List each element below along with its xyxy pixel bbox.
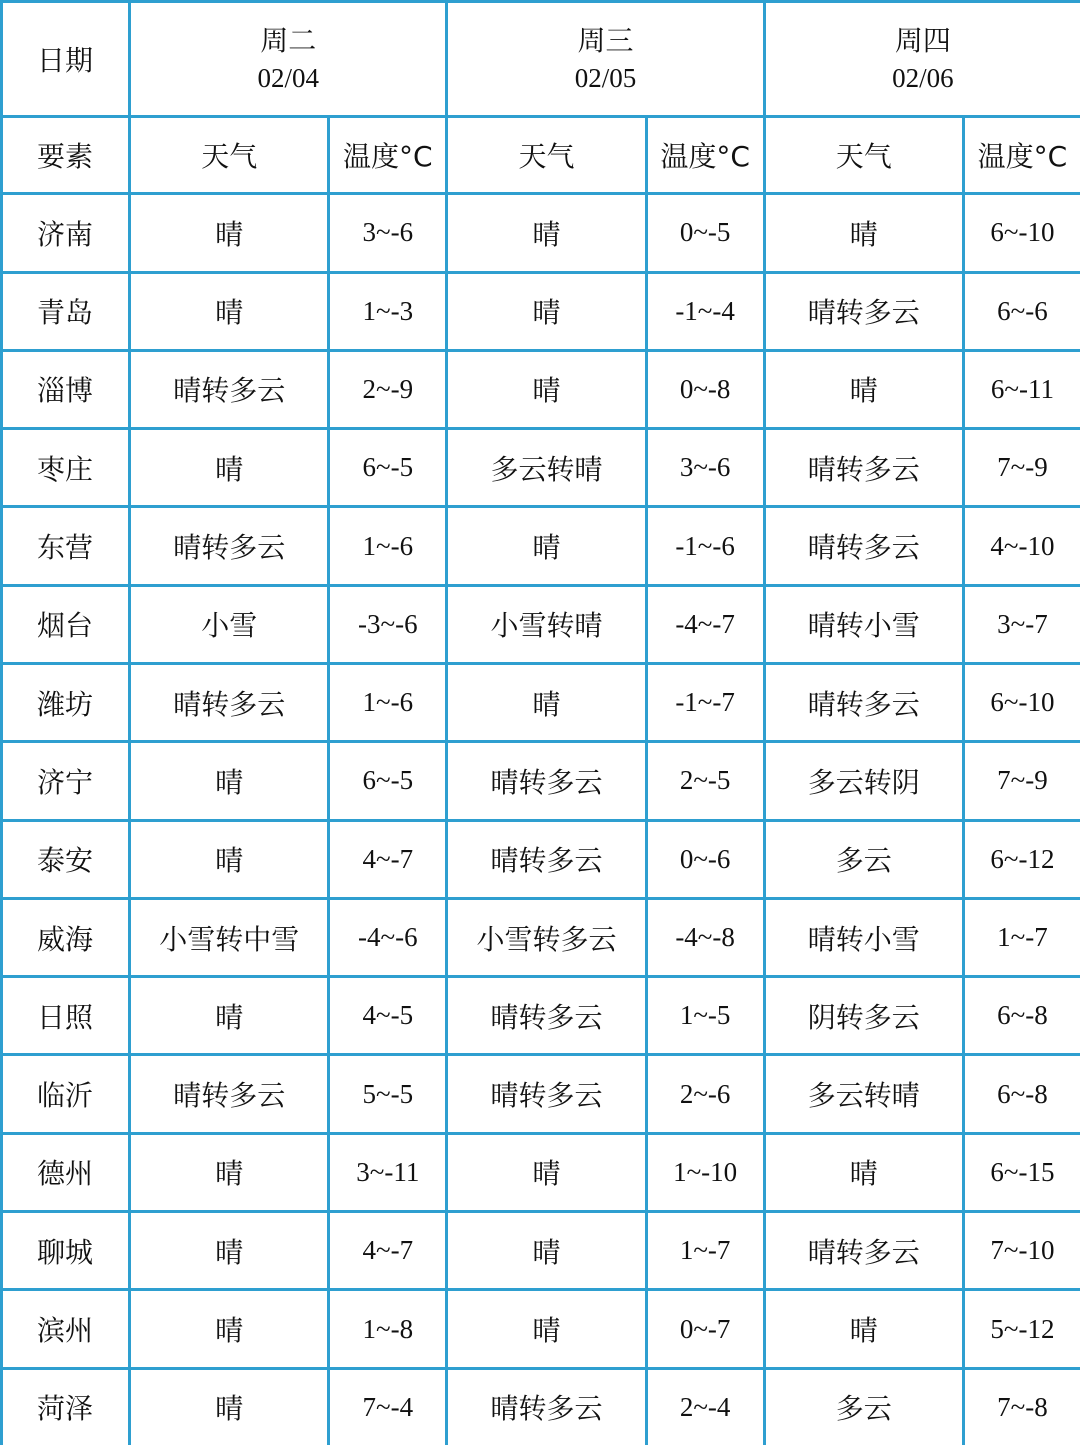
temperature-cell: 7~-8 [965,1370,1080,1445]
header-row [3,3,1080,115]
day-header-wed [448,3,762,115]
day-name: 周三 [577,23,634,57]
temperature-cell: 7~-9 [965,743,1080,818]
table-row [3,1135,1080,1210]
weather-cell: 晴 [131,430,327,505]
weather-cell: 多云转晴 [766,1056,962,1131]
city-name: 威海 [3,900,128,975]
weather-cell: 晴 [131,274,327,349]
weather-cell: 晴 [766,195,962,270]
city-name: 烟台 [3,587,128,662]
temperature-cell: -1~-4 [648,274,763,349]
weather-cell: 晴 [131,1291,327,1366]
temperature-cell: 6~-8 [965,978,1080,1053]
weather-cell: 阴转多云 [766,978,962,1053]
temperature-cell: -4~-7 [648,587,763,662]
day-header-thu [766,3,1080,115]
weather-cell: 晴 [131,743,327,818]
temperature-cell: 1~-8 [330,1291,445,1366]
weather-cell: 晴转多云 [448,978,644,1053]
city-name: 菏泽 [3,1370,128,1445]
city-name: 枣庄 [3,430,128,505]
temperature-cell: 5~-12 [965,1291,1080,1366]
temperature-cell: 2~-4 [648,1370,763,1445]
day-name: 周四 [894,23,951,57]
weather-cell: 晴 [766,352,962,427]
city-name: 潍坊 [3,665,128,740]
temperature-cell: 1~-5 [648,978,763,1053]
table-row [3,508,1080,583]
date-label: 日期 [3,3,128,115]
table-row [3,978,1080,1053]
temperature-cell: 6~-12 [965,822,1080,897]
table-row [3,1213,1080,1288]
table-row [3,1056,1080,1131]
weather-cell: 晴 [131,1370,327,1445]
temperature-cell: 7~-9 [965,430,1080,505]
temperature-cell: 3~-6 [648,430,763,505]
temperature-cell: -1~-6 [648,508,763,583]
weather-cell: 小雪 [131,587,327,662]
weather-cell: 晴转多云 [766,274,962,349]
table-row [3,430,1080,505]
temperature-cell: 1~-7 [648,1213,763,1288]
city-name: 德州 [3,1135,128,1210]
weather-column-header: 天气 [131,118,327,192]
temperature-cell: 0~-5 [648,195,763,270]
weather-cell: 晴转多云 [131,508,327,583]
weather-cell: 晴 [131,822,327,897]
temperature-cell: 4~-7 [330,1213,445,1288]
temperature-cell: 1~-7 [965,900,1080,975]
weather-cell: 晴转多云 [766,430,962,505]
weather-cell: 晴 [766,1135,962,1210]
temperature-cell: 7~-4 [330,1370,445,1445]
subheader-row [3,118,1080,192]
element-label: 要素 [3,118,128,192]
weather-cell: 晴转多云 [766,508,962,583]
weather-cell: 晴转多云 [448,1370,644,1445]
temperature-cell: 6~-5 [330,430,445,505]
weather-cell: 晴 [448,195,644,270]
weather-cell: 晴转多云 [766,1213,962,1288]
weather-cell: 小雪转多云 [448,900,644,975]
weather-cell: 小雪转中雪 [131,900,327,975]
temperature-cell: 6~-11 [965,352,1080,427]
temperature-cell: 3~-11 [330,1135,445,1210]
weather-cell: 晴 [131,195,327,270]
temperature-cell: 6~-10 [965,195,1080,270]
temperature-cell: 6~-10 [965,665,1080,740]
weather-cell: 晴 [448,665,644,740]
weather-cell: 晴 [131,978,327,1053]
weather-cell: 晴转小雪 [766,587,962,662]
temperature-cell: -1~-7 [648,665,763,740]
temperature-cell: 0~-7 [648,1291,763,1366]
weather-cell: 多云 [766,822,962,897]
city-name: 日照 [3,978,128,1053]
table-row [3,743,1080,818]
temperature-column-header: 温度°C [330,118,445,192]
temperature-cell: 4~-5 [330,978,445,1053]
weather-cell: 晴 [448,274,644,349]
weather-cell: 多云转阴 [766,743,962,818]
day-date: 02/05 [574,62,637,93]
temperature-cell: 4~-7 [330,822,445,897]
temperature-cell: -4~-6 [330,900,445,975]
temperature-cell: 1~-10 [648,1135,763,1210]
weather-cell: 晴 [448,1135,644,1210]
temperature-cell: 0~-8 [648,352,763,427]
temperature-cell: 6~-8 [965,1056,1080,1131]
city-name: 济南 [3,195,128,270]
weather-column-header: 天气 [448,118,644,192]
table-row [3,822,1080,897]
temperature-cell: 3~-7 [965,587,1080,662]
temperature-cell: -3~-6 [330,587,445,662]
table-row [3,587,1080,662]
temperature-column-header: 温度°C [965,118,1080,192]
temperature-cell: 2~-6 [648,1056,763,1131]
table-row [3,274,1080,349]
weather-cell: 晴 [448,352,644,427]
city-name: 泰安 [3,822,128,897]
temperature-cell: -4~-8 [648,900,763,975]
temperature-cell: 0~-6 [648,822,763,897]
table-row [3,195,1080,270]
temperature-cell: 1~-6 [330,508,445,583]
weather-cell: 晴 [766,1291,962,1366]
temperature-cell: 6~-6 [965,274,1080,349]
weather-cell: 晴转多云 [766,665,962,740]
city-name: 聊城 [3,1213,128,1288]
table-row [3,665,1080,740]
weather-cell: 晴转小雪 [766,900,962,975]
table-row [3,1291,1080,1366]
city-name: 青岛 [3,274,128,349]
weather-cell: 晴 [448,1291,644,1366]
table-row [3,1370,1080,1445]
weather-cell: 多云转晴 [448,430,644,505]
temperature-cell: 5~-5 [330,1056,445,1131]
city-name: 东营 [3,508,128,583]
table-row [3,352,1080,427]
temperature-column-header: 温度°C [648,118,763,192]
city-name: 临沂 [3,1056,128,1131]
temperature-cell: 6~-5 [330,743,445,818]
day-name: 周二 [260,23,317,57]
weather-cell: 晴 [131,1135,327,1210]
day-date: 02/04 [257,62,319,93]
temperature-cell: 7~-10 [965,1213,1080,1288]
weather-cell: 晴转多云 [131,665,327,740]
temperature-cell: 6~-15 [965,1135,1080,1210]
weather-cell: 晴 [448,508,644,583]
weather-cell: 小雪转晴 [448,587,644,662]
weather-cell: 晴转多云 [448,1056,644,1131]
weather-column-header: 天气 [766,118,962,192]
table-row [3,900,1080,975]
weather-cell: 晴转多云 [131,352,327,427]
city-name: 济宁 [3,743,128,818]
weather-cell: 晴转多云 [131,1056,327,1131]
weather-cell: 晴转多云 [448,743,644,818]
temperature-cell: 3~-6 [330,195,445,270]
temperature-cell: 2~-9 [330,352,445,427]
weather-cell: 多云 [766,1370,962,1445]
temperature-cell: 1~-6 [330,665,445,740]
day-header-tue [131,3,445,115]
weather-cell: 晴 [448,1213,644,1288]
temperature-cell: 4~-10 [965,508,1080,583]
temperature-cell: 1~-3 [330,274,445,349]
temperature-cell: 2~-5 [648,743,763,818]
day-date: 02/06 [892,62,954,93]
city-name: 滨州 [3,1291,128,1366]
weather-cell: 晴 [131,1213,327,1288]
weather-cell: 晴转多云 [448,822,644,897]
city-name: 淄博 [3,352,128,427]
